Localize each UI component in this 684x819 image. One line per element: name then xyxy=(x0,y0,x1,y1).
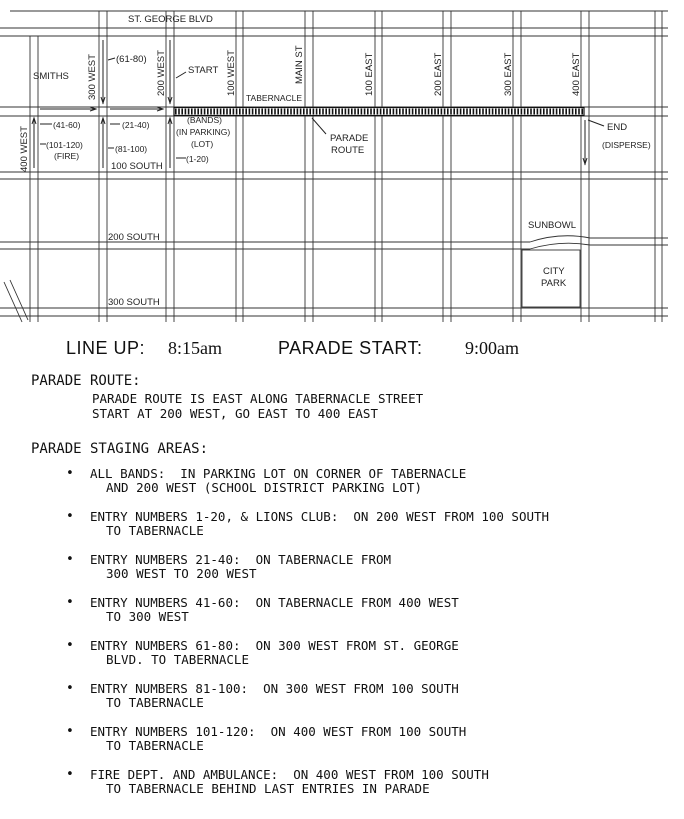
annot-in-parking: (IN PARKING) xyxy=(176,127,231,137)
annot-21-40: (21-40) xyxy=(122,120,150,130)
schedule-line xyxy=(0,338,684,362)
annot-1-20: (1-20) xyxy=(186,154,209,164)
staging-item-line-1: ENTRY NUMBERS 41-60: ON TABERNACLE FROM 400 WEST xyxy=(90,595,459,610)
annot-81-100: (81-100) xyxy=(115,144,148,154)
label-200-south: 200 SOUTH xyxy=(108,232,160,243)
label-sunbowl: SUNBOWL xyxy=(528,220,577,231)
label-tabernacle: TABERNACLE xyxy=(246,93,303,103)
staging-item-line-1: ENTRY NUMBERS 21-40: ON TABERNACLE FROM xyxy=(90,552,392,567)
route-line-2: START AT 200 WEST, GO EAST TO 400 EAST xyxy=(92,406,378,421)
label-300-west: 300 WEST xyxy=(87,54,98,100)
label-park: PARK xyxy=(541,278,567,289)
lineup-label: LINE UP: xyxy=(66,338,146,358)
label-200-west: 200 WEST xyxy=(156,50,167,96)
annot-101-120: (101-120) xyxy=(46,140,83,150)
staging-item-line-2: TO TABERNACLE xyxy=(106,695,204,710)
parade-start-label: PARADE START: xyxy=(278,338,423,358)
parade-route-line xyxy=(174,108,584,116)
staging-item-line-1: ENTRY NUMBERS 101-120: ON 400 WEST FROM 100 SOUTH xyxy=(90,724,467,739)
label-300-east: 300 EAST xyxy=(503,52,514,96)
bullet-icon: • xyxy=(66,466,74,481)
route-heading: PARADE ROUTE: xyxy=(31,373,141,389)
label-100-east: 100 EAST xyxy=(364,52,375,96)
staging-item-line-1: ENTRY NUMBERS 61-80: ON 300 WEST FROM ST. GEORGE xyxy=(90,638,459,653)
annot-lot: (LOT) xyxy=(191,139,214,149)
bullet-icon: • xyxy=(66,509,74,524)
staging-item-line-2: TO 300 WEST xyxy=(106,609,189,624)
label-city: CITY xyxy=(543,266,565,277)
bullet-icon: • xyxy=(66,638,74,653)
bullet-icon: • xyxy=(66,552,74,567)
parade-route-map xyxy=(0,0,684,330)
annot-61-80: (61-80) xyxy=(116,54,147,65)
staging-item-line-1: ALL BANDS: IN PARKING LOT ON CORNER OF TABERNACLE xyxy=(90,466,467,481)
staging-item-line-2: TO TABERNACLE xyxy=(106,738,204,753)
annot-fire: (FIRE) xyxy=(54,151,80,161)
annot-route: ROUTE xyxy=(331,145,365,156)
lineup-time: 8:15am xyxy=(168,338,222,358)
street-grid xyxy=(0,11,668,322)
label-smiths: SMITHS xyxy=(33,71,69,82)
staging-item-line-1: ENTRY NUMBERS 81-100: ON 300 WEST FROM 100 SOUTH xyxy=(90,681,459,696)
label-main-st: MAIN ST xyxy=(294,45,305,84)
staging-item-line-2: AND 200 WEST (SCHOOL DISTRICT PARKING LOT) xyxy=(106,480,423,495)
label-st-george: ST. GEORGE BLVD xyxy=(128,14,213,25)
bullet-icon: • xyxy=(66,595,74,610)
annot-end: END xyxy=(607,122,628,133)
label-300-south: 300 SOUTH xyxy=(108,297,160,308)
bullet-icon: • xyxy=(66,724,74,739)
staging-item-line-1: FIRE DEPT. AND AMBULANCE: ON 400 WEST FROM 100 SOUTH xyxy=(90,767,489,782)
parade-start-time: 9:00am xyxy=(465,338,519,358)
label-400-east: 400 EAST xyxy=(571,52,582,96)
annot-disperse: (DISPERSE) xyxy=(602,140,651,150)
label-400-west: 400 WEST xyxy=(19,126,30,172)
staging-item-line-1: ENTRY NUMBERS 1-20, & LIONS CLUB: ON 200 WEST FROM 100 SOUTH xyxy=(90,509,550,524)
route-line-1: PARADE ROUTE IS EAST ALONG TABERNACLE STREET xyxy=(92,391,424,406)
annot-bands: (BANDS) xyxy=(187,115,222,125)
annot-41-60: (41-60) xyxy=(53,120,81,130)
label-100-south: 100 SOUTH xyxy=(111,161,163,172)
label-100-west: 100 WEST xyxy=(226,50,237,96)
staging-item-line-2: 300 WEST TO 200 WEST xyxy=(106,566,257,581)
staging-item-line-2: TO TABERNACLE xyxy=(106,523,204,538)
annot-parade: PARADE xyxy=(330,133,369,144)
bullet-icon: • xyxy=(66,681,74,696)
staging-item-line-2: TO TABERNACLE BEHIND LAST ENTRIES IN PARADE xyxy=(106,781,430,796)
label-200-east: 200 EAST xyxy=(433,52,444,96)
bullet-icon: • xyxy=(66,767,74,782)
annot-start: START xyxy=(188,65,219,76)
staging-item-line-2: BLVD. TO TABERNACLE xyxy=(106,652,249,667)
staging-heading: PARADE STAGING AREAS: xyxy=(31,441,209,457)
